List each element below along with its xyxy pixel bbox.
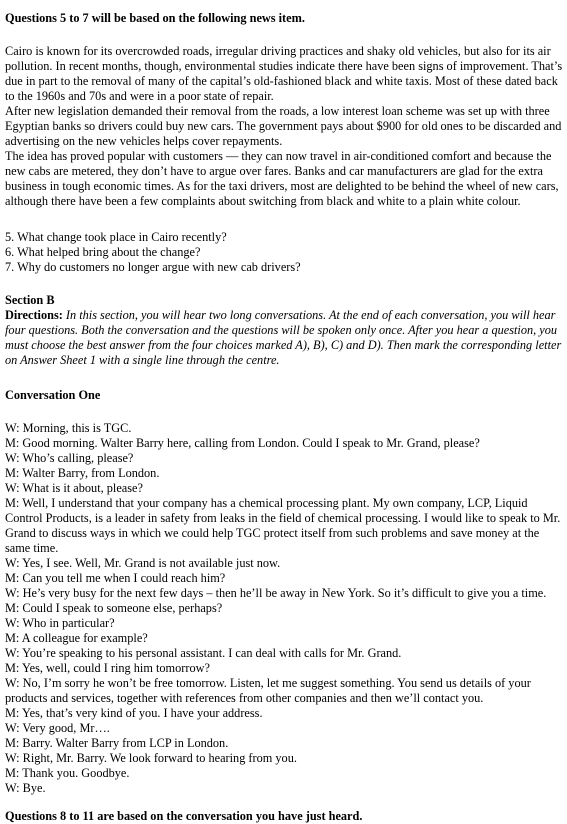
dialogue-line: W: You’re speaking to his personal assistant. I can deal with calls for Mr. Grand. bbox=[5, 646, 402, 660]
section-b-directions bbox=[5, 308, 563, 368]
news-paragraph-1: Cairo is known for its overcrowded roads, irregular driving practices and shaky old vehicles, but also for its air pollution. In recent months, though, environmental studies indicate there have been signs of improvement. That’s due in part to the removal of many of the capital’s old-fashioned black and white taxis. Most of these dated back to the 1960s and 70s and were in a poor state of repair. bbox=[5, 44, 563, 103]
news-item bbox=[5, 44, 563, 209]
dialogue-line: W: Who’s calling, please? bbox=[5, 451, 134, 465]
dialogue-line: M: A colleague for example? bbox=[5, 631, 148, 645]
directions-label: Directions: bbox=[5, 308, 63, 322]
dialogue-line: M: Yes, that’s very kind of you. I have your address. bbox=[5, 706, 263, 720]
dialogue-line: M: Yes, well, could I ring him tomorrow? bbox=[5, 661, 210, 675]
question-list bbox=[5, 230, 563, 275]
dialogue-line: M: Good morning. Walter Barry here, calling from London. Could I speak to Mr. Grand, please? bbox=[5, 436, 480, 450]
dialogue-line: W: What is it about, please? bbox=[5, 481, 143, 495]
question-7: 7. Why do customers no longer argue with new cab drivers? bbox=[5, 260, 301, 274]
news-paragraph-3: The idea has proved popular with customers — they can now travel in air-conditioned comfort and because the new cabs are metered, they don’t have to argue over fares. Banks and car manufacturers are glad for the extra business in tough economic times. As for the taxi drivers, most are delighted to be behind the wheel of new cars, although there have been a few complaints about switching from black and white to a plain white colour. bbox=[5, 149, 559, 208]
dialogue-line: W: Morning, this is TGC. bbox=[5, 421, 132, 435]
conversation-one-title: Conversation One bbox=[5, 388, 101, 402]
dialogue-line: M: Barry. Walter Barry from LCP in London. bbox=[5, 736, 229, 750]
news-paragraph-2: After new legislation demanded their removal from the roads, a low interest loan scheme was set up with three Egyptian banks so drivers could buy new cars. The government pays about $900 for old ones to be discarded and advertising on the new vehicles helps cover repayments. bbox=[5, 104, 562, 148]
directions-text: In this section, you will hear two long conversations. At the end of each conversation, you will hear four questions. Both the conversation and the questions will be spoken only once. After you hear a question, you must choose the best answer from the four choices marked A), B), C) and D). Then mark the corresponding letter on Answer Sheet 1 with a single line through the centre. bbox=[5, 308, 562, 367]
dialogue-line: M: Could I speak to someone else, perhaps? bbox=[5, 601, 223, 615]
dialogue-line: W: Who in particular? bbox=[5, 616, 115, 630]
dialogue-line: W: Yes, I see. Well, Mr. Grand is not available just now. bbox=[5, 556, 281, 570]
dialogue-line: W: No, I’m sorry he won’t be free tomorrow. Listen, let me suggest something. You send us details of your products and services, together with references from other companies and then we’ll contact you. bbox=[5, 676, 531, 705]
dialogue-line: M: Can you tell me when I could reach him? bbox=[5, 571, 226, 585]
questions-heading: Questions 5 to 7 will be based on the following news item. bbox=[5, 11, 305, 25]
dialogue-line: W: Very good, Mr…. bbox=[5, 721, 110, 735]
question-6: 6. What helped bring about the change? bbox=[5, 245, 201, 259]
dialogue-line: W: He’s very busy for the next few days – then he’ll be away in New York. So it’s difficult to give you a time. bbox=[5, 586, 547, 600]
section-b-title: Section B bbox=[5, 293, 55, 307]
dialogue-line: W: Right, Mr. Barry. We look forward to hearing from you. bbox=[5, 751, 297, 765]
dialogue-line: M: Walter Barry, from London. bbox=[5, 466, 160, 480]
dialogue-line: W: Bye. bbox=[5, 781, 46, 795]
section-b bbox=[5, 293, 563, 368]
dialogue-line: M: Well, I understand that your company has a chemical processing plant. My own company, LCP, Liquid Control Products, is a leader in safety from leaks in the field of chemical processing. I would like to speak to Mr. Grand to discuss ways in which we could help TGC protect itself from such problems and save money at the same time. bbox=[5, 496, 561, 555]
question-5: 5. What change took place in Cairo recently? bbox=[5, 230, 227, 244]
dialogue-line: M: Thank you. Goodbye. bbox=[5, 766, 130, 780]
next-questions-heading: Questions 8 to 11 are based on the conversation you have just heard. bbox=[5, 809, 363, 824]
conversation-one-transcript bbox=[5, 421, 563, 796]
